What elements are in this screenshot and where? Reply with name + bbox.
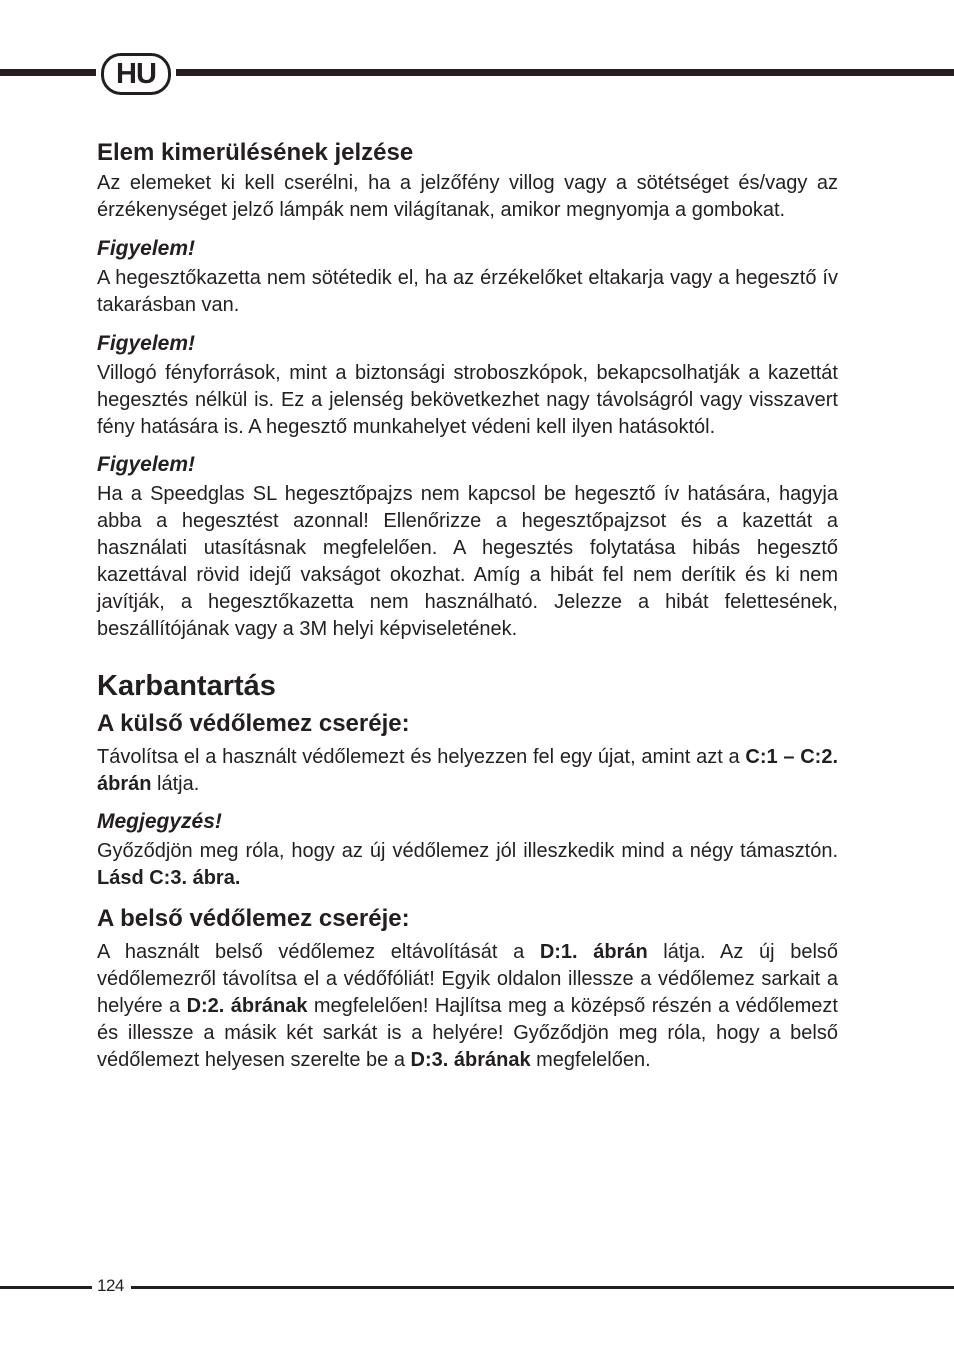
- battery-heading: Elem kimerülésének jelzése: [97, 139, 414, 166]
- footer-rule-right: [131, 1286, 954, 1289]
- header-rule-left: [0, 69, 96, 76]
- note-heading: Megjegyzés!: [97, 810, 222, 833]
- note-text-1: Győződjön meg róla, hogy az új védőlemez jól illeszkedik mind a négy támasztón.: [97, 840, 838, 862]
- warning-3-heading: Figyelem!: [97, 453, 196, 476]
- inner-plate-text-1: A használt belső védőlemez eltávolítását a: [97, 941, 540, 963]
- language-badge: HU: [101, 53, 171, 95]
- footer-rule-left: [0, 1286, 92, 1289]
- header-rule-right: [176, 69, 954, 76]
- outer-plate-heading: A külső védőlemez cseréje:: [97, 710, 410, 737]
- inner-plate-text-4: megfelelően.: [530, 1049, 651, 1071]
- page-content: [97, 138, 838, 1074]
- inner-plate-text-3: megfelelően! Hajlítsa meg a középső részén a védőlemezt és illessze a másik két sarkát is a helyére! Győződjön meg róla, hogy a belső védőlemezt helyesen szerelte be a: [97, 995, 838, 1071]
- outer-plate-figure-ref: C:1 – C:2. ábrán: [97, 746, 839, 795]
- warning-3-paragraph: Ha a Speedglas SL hegesztőpajzs nem kapcsol be hegesztő ív hatására, hagyja abba a hegesztést azonnal! Ellenőrizze a hegesztőpajzsot és a kazettát a használati utasításnak megfelelően. A hegesztés folytatása hibás hegesztő kazettával rövid idejű vakságot okozhat. Amíg a hibát fel nem derítik és ki nem javítják, a hegesztőkazetta nem használható. Jelezze a hibát felettesének, beszállítójának vagy a 3M helyi képviseletének.: [97, 483, 838, 640]
- outer-plate-text-1: Távolítsa el a használt védőlemezt és helyezzen fel egy újat, amint azt a: [97, 746, 746, 768]
- outer-plate-text-2: látja.: [151, 773, 200, 795]
- warning-2-heading: Figyelem!: [97, 332, 196, 355]
- inner-plate-figure-ref-1: D:1. ábrán: [539, 941, 648, 963]
- note-paragraph: [97, 838, 838, 892]
- warning-2-paragraph: Villogó fényforrások, mint a biztonsági stroboszkópok, bekapcsolhatják a kazettát hegesztés nélkül is. Ez a jelenség bekövetkezhet nagy távolságról vagy visszavert fény hatására is. A hegesztő munkahelyet védeni kell ilyen hatásoktól.: [97, 362, 838, 438]
- warning-1-paragraph: A hegesztőkazetta nem sötétedik el, ha az érzékelőket eltakarja vagy a hegesztő ív takarásban van.: [97, 267, 838, 316]
- battery-paragraph: Az elemeket ki kell cserélni, ha a jelzőfény villog vagy a sötétséget és/vagy az érzékenységet jelző lámpák nem világítanak, amikor megnyomja a gombokat.: [97, 172, 838, 221]
- page-number: 124: [97, 1276, 124, 1295]
- inner-plate-heading: A belső védőlemez cseréje:: [97, 905, 410, 932]
- outer-plate-paragraph: [97, 744, 838, 798]
- inner-plate-text-2: látja. Az új belső védőlemezről távolítsa el a védőfóliát! Egyik oldalon illessze a védőlemez sarkait a helyére a: [97, 941, 839, 1017]
- maintenance-heading: Karbantartás: [97, 670, 276, 702]
- warning-1-heading: Figyelem!: [97, 237, 196, 260]
- inner-plate-figure-ref-3: D:3. ábrának: [410, 1049, 531, 1071]
- note-figure-ref: Lásd C:3. ábra.: [97, 867, 241, 889]
- inner-plate-figure-ref-2: D:2. ábrának: [186, 995, 308, 1017]
- inner-plate-paragraph: [97, 939, 838, 1074]
